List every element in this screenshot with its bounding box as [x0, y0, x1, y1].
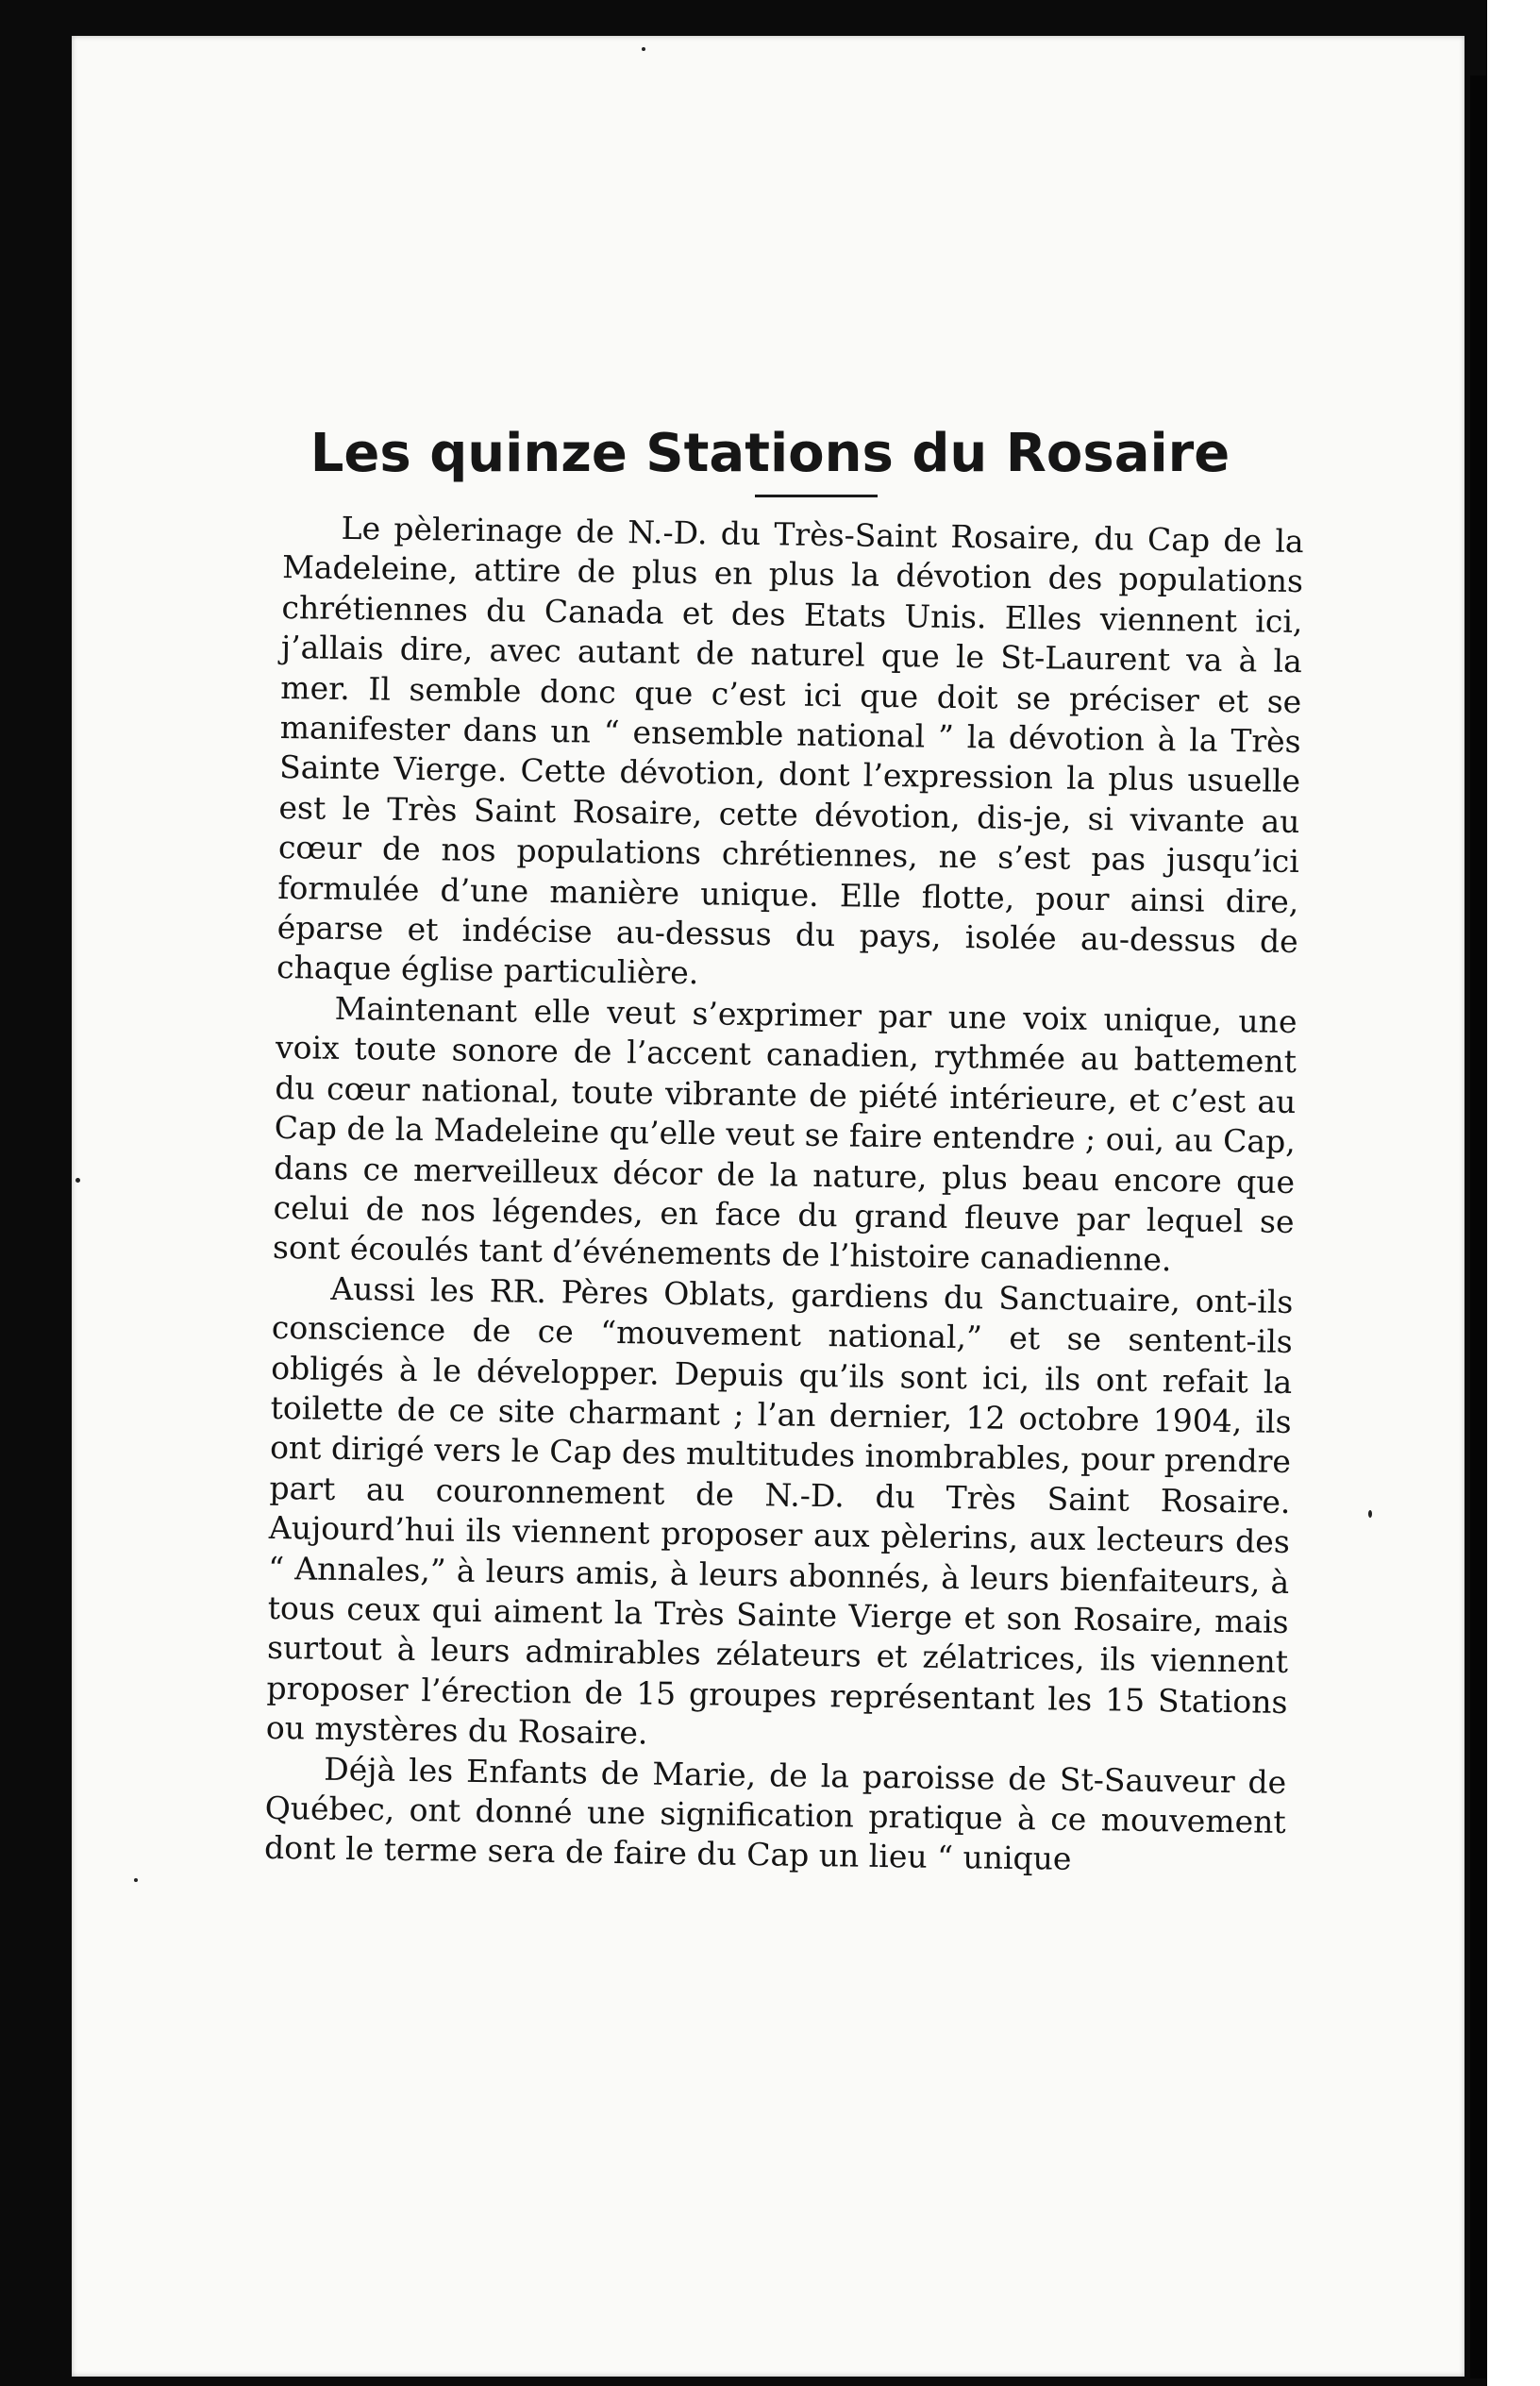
page-title: Les quinze Stations du Rosaire: [310, 422, 1230, 484]
paragraph-1: Le pèlerinage de N.-D. du Très-Saint Rosaire, du Cap de la Madeleine, attire de plus en plus la dévotion des populations chrétiennes du Canada et des Etats Unis. Elles viennent ici, j’allais dire, avec autant de naturel que le St-Laurent va à la mer. Il semble donc que c’est ici que doit se préciser et se manifester dans un “ ensemble national ” la dévotion à la Très Sainte Vierge. Cette dévotion, dont l’expression la plus usuelle est le Très Saint Rosaire, cette dévotion, dis-je, si vivante au cœur de nos populations chrétiennes, ne s’est pas jusqu’ici formulée d’une manière unique. Elle flotte, pour ainsi dire, éparse et indécise au-dessus du pays, isolée au-dessus de chaque église particulière.: [276, 509, 1304, 992]
body-text: [264, 508, 1304, 1883]
scan-speck: [134, 1878, 138, 1882]
scan-speck: [642, 47, 645, 51]
page-edge-shadow: [1470, 76, 1487, 2378]
scan-speck: [75, 1178, 80, 1183]
scan-margin: [1487, 0, 1540, 2386]
title-divider: [755, 495, 878, 497]
paragraph-3: Aussi les RR. Pères Oblats, gardiens du Sanctuaire, ont-ils conscience de ce “mouvement national,” et se sentent-ils obligés à le développer. Depuis qu’ils sont ici, ils ont refait la toilette de ce site charmant ; l’an dernier, 12 octobre 1904, ils ont dirigé vers le Cap des multitudes inombrables, pour prendre part au couronnement de N.-D. du Très Saint Rosaire. Aujourd’hui ils viennent proposer aux pèlerins, aux lecteurs des “ Annales,” à leurs amis, à leurs abonnés, à leurs bienfaiteurs, à tous ceux qui aiment la Très Sainte Vierge et son Rosaire, mais surtout à leurs admirables zélateurs et zélatrices, ils viennent proposer l’érection de 15 groupes représentant les 15 Stations ou mystères du Rosaire.: [265, 1269, 1294, 1752]
paragraph-2: Maintenant elle veut s’exprimer par une voix unique, une voix toute sonore de l’accent canadien, rythmée au battement du cœur national, toute vibrante de piété intérieure, et c’est au Cap de la Madeleine qu’elle veut se faire entendre ; oui, au Cap, dans ce merveilleux décor de la nature, plus beau encore que celui de nos légendes, en face du grand fleuve par lequel se sont écoulés tant d’événements de l’histoire canadienne.: [272, 989, 1297, 1279]
paragraph-4: Déjà les Enfants de Marie, de la paroisse de St-Sauveur de Québec, ont donné une signification pratique à ce mouvement dont le terme sera de faire du Cap un lieu “ unique: [263, 1750, 1287, 1878]
scan-speck: [1368, 1510, 1372, 1518]
